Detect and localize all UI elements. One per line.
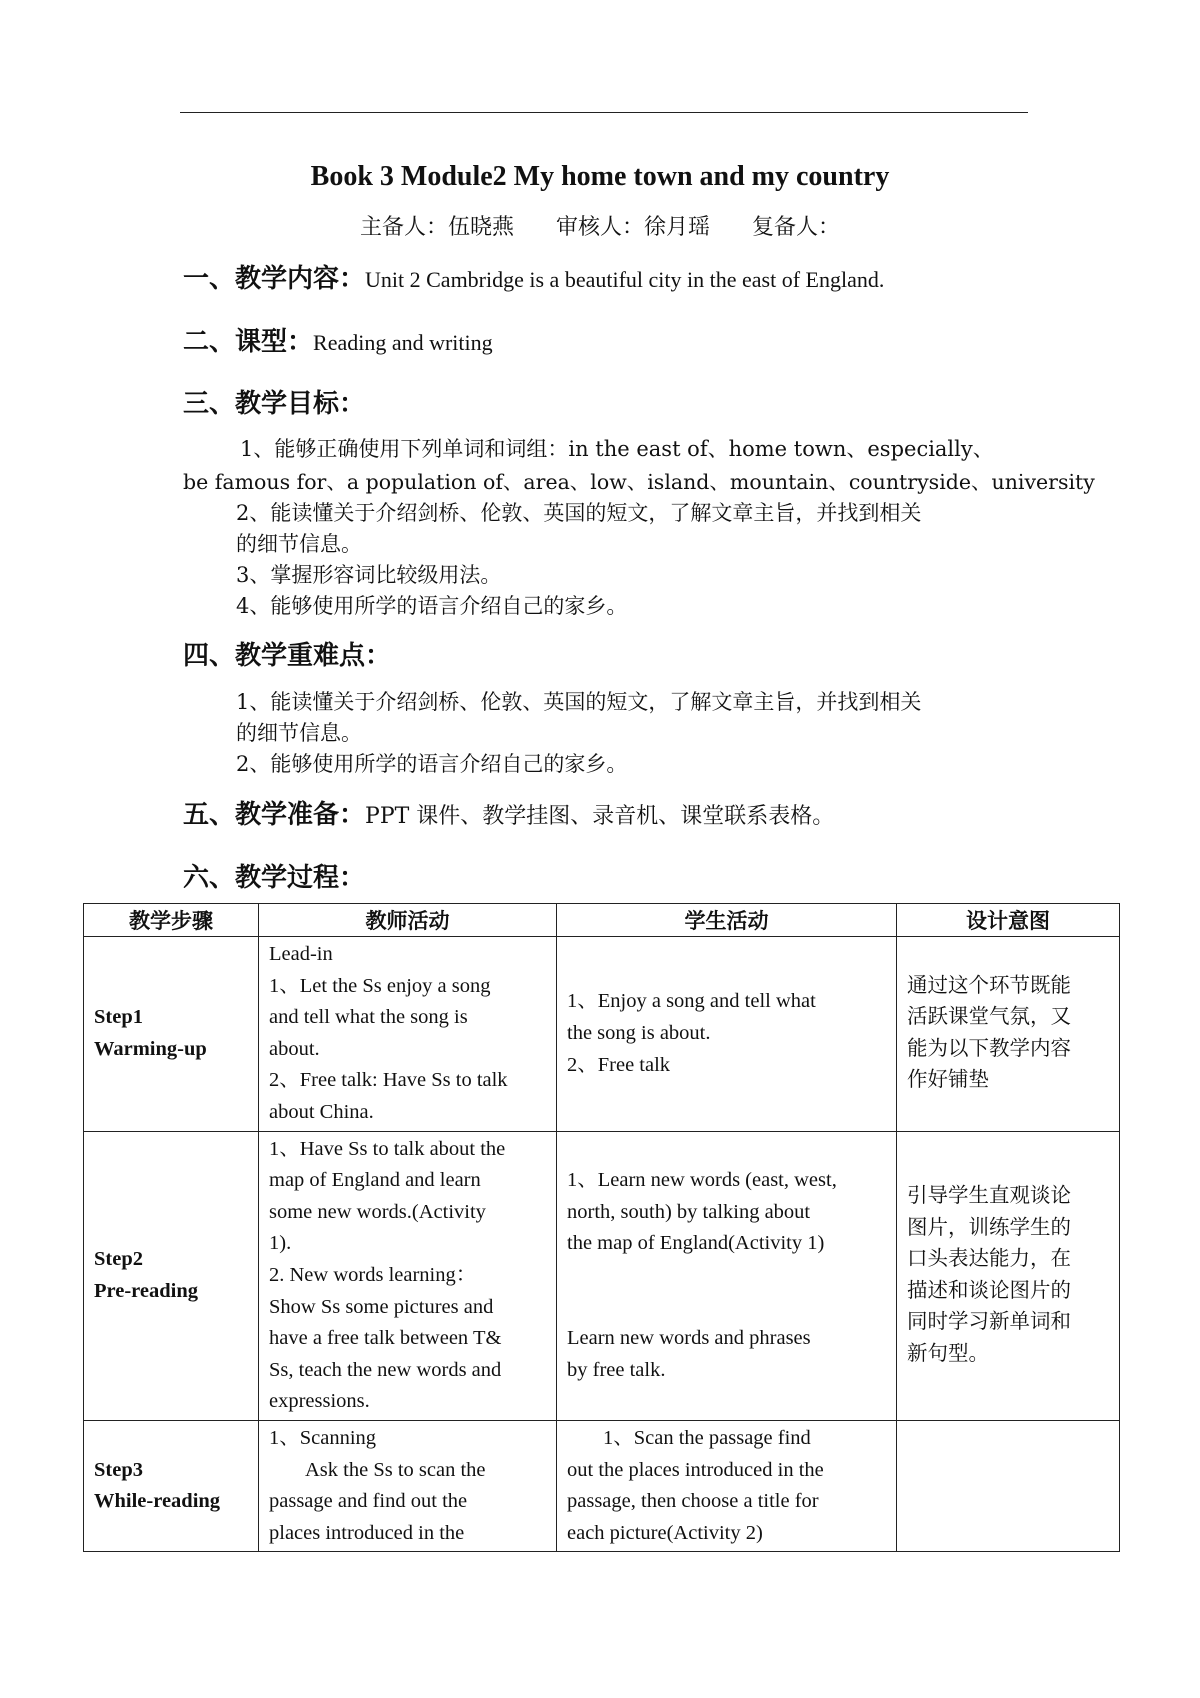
- intent-line: 作好铺垫: [907, 1069, 989, 1092]
- key-2: 2、能够使用所学的语言介绍自己的家乡。: [236, 752, 628, 776]
- table-header-row: [84, 904, 1120, 937]
- teacher-line: about.: [269, 1037, 320, 1060]
- step-number: Step2: [94, 1248, 143, 1271]
- intent-line: 能为以下教学内容: [907, 1037, 1071, 1060]
- intent-line: 新句型。: [907, 1342, 989, 1365]
- goal-1-line-b: be famous for、a population of、area、low、island、mountain、countryside、university: [183, 470, 1095, 494]
- step-cell: [84, 937, 259, 1132]
- intent-line: 引导学生直观谈论: [907, 1184, 1071, 1207]
- col-header-teacher: 教师活动: [259, 904, 557, 937]
- section-process-heading: 六、教学过程：: [183, 863, 366, 893]
- step-name: Pre-reading: [94, 1279, 199, 1302]
- step-cell: [84, 1420, 259, 1551]
- intent-line: 描述和谈论图片的: [907, 1279, 1071, 1302]
- teacher-activity-cell: [259, 937, 557, 1132]
- goal-2-line-b: 的细节信息。: [236, 532, 362, 556]
- document-title: Book 3 Module2 My home town and my country: [310, 161, 890, 192]
- header-rule: [180, 112, 1028, 113]
- section-key-heading: 四、教学重难点：: [183, 641, 392, 671]
- student-line: 1、Learn new words (east, west,: [567, 1169, 837, 1192]
- col-header-student: 学生活动: [557, 904, 897, 937]
- section-content-value: Unit 2 Cambridge is a beautiful city in the east of England.: [365, 267, 885, 292]
- student-activity-cell: [557, 937, 897, 1132]
- preparer: 主备人：伍晓燕: [360, 215, 515, 240]
- teacher-line: Lead-in: [269, 943, 333, 965]
- reviewer: 审核人：徐月瑶: [555, 215, 710, 240]
- teacher-line: and tell what the song is: [269, 1006, 468, 1029]
- teacher-activity-cell: [259, 1420, 557, 1551]
- col-header-intent: 设计意图: [897, 904, 1120, 937]
- teacher-line: expressions.: [269, 1390, 370, 1413]
- teacher-line: some new words.(Activity: [269, 1200, 486, 1223]
- section-prep-heading: 五、教学准备：: [183, 800, 366, 830]
- student-line: each picture(Activity 2): [567, 1521, 763, 1544]
- teacher-line: Ask the Ss to scan the: [305, 1458, 486, 1481]
- step-name: Warming-up: [94, 1037, 207, 1060]
- intent-line: 活跃课堂气氛，又: [907, 1006, 1071, 1029]
- goal-4: 4、能够使用所学的语言介绍自己的家乡。: [236, 594, 628, 618]
- intent-cell: [897, 937, 1120, 1132]
- step-number: Step3: [94, 1458, 143, 1481]
- teacher-line: passage and find out the: [269, 1490, 468, 1513]
- teacher-line: have a free talk between T&: [269, 1327, 502, 1350]
- intent-line: 同时学习新单词和: [907, 1311, 1071, 1334]
- section-prep-value: PPT 课件、教学挂图、录音机、课堂联系表格。: [365, 804, 835, 829]
- blank-gap: [567, 1260, 886, 1323]
- student-activity-cell: [557, 1131, 897, 1420]
- student-line: Learn new words and phrases: [567, 1327, 811, 1350]
- table-row: [84, 1131, 1120, 1420]
- goal-1-line-a: 1、能够正确使用下列单词和词组：in the east of、home town、especially、: [240, 437, 994, 461]
- student-line: the song is about.: [567, 1021, 711, 1044]
- teacher-line: 1、Scanning: [269, 1426, 377, 1449]
- student-line: 1、Scan the passage find: [603, 1426, 811, 1449]
- teacher-line: Show Ss some pictures and: [269, 1295, 494, 1318]
- intent-line: 口头表达能力，在: [907, 1248, 1071, 1271]
- step-cell: [84, 1131, 259, 1420]
- section-content-heading: 一、教学内容：: [183, 264, 366, 294]
- lesson-process-table: [83, 903, 1120, 1552]
- intent-cell: [897, 1420, 1120, 1551]
- step-name: While-reading: [94, 1490, 221, 1513]
- intent-cell: [897, 1131, 1120, 1420]
- key-1-line-a: 1、能读懂关于介绍剑桥、伦敦、英国的短文，了解文章主旨，并找到相关: [236, 690, 922, 714]
- student-line: the map of England(Activity 1): [567, 1232, 825, 1255]
- student-line: 2、Free talk: [567, 1053, 671, 1076]
- section-goals: [183, 383, 365, 420]
- teacher-line: places introduced in the: [269, 1521, 465, 1544]
- teacher-line: 1).: [269, 1232, 292, 1255]
- teacher-line: 1、Let the Ss enjoy a song: [269, 974, 491, 997]
- step-number: Step1: [94, 1006, 143, 1029]
- section-type-heading: 二、课型：: [183, 327, 314, 357]
- teacher-line: 2、Free talk: Have Ss to talk: [269, 1069, 508, 1092]
- section-type-value: Reading and writing: [313, 330, 493, 355]
- student-line: out the places introduced in the: [567, 1458, 824, 1481]
- section-key-points: [183, 635, 391, 672]
- teacher-activity-cell: [259, 1131, 557, 1420]
- student-line: by free talk.: [567, 1358, 666, 1381]
- student-line: north, south) by talking about: [567, 1200, 811, 1223]
- col-header-step: 教学步骤: [84, 904, 259, 937]
- table-row: [84, 937, 1120, 1132]
- intent-line: 通过这个环节既能: [907, 974, 1071, 997]
- teacher-line: Ss, teach the new words and: [269, 1358, 502, 1381]
- student-line: passage, then choose a title for: [567, 1490, 819, 1513]
- student-activity-cell: [557, 1420, 897, 1551]
- table-row: [84, 1420, 1120, 1551]
- student-line: 1、Enjoy a song and tell what: [567, 990, 816, 1013]
- goal-3: 3、掌握形容词比较级用法。: [236, 563, 502, 587]
- section-process: [183, 857, 365, 894]
- intent-line: 图片，训练学生的: [907, 1216, 1071, 1239]
- key-1-line-b: 的细节信息。: [236, 721, 362, 745]
- staff-line: [0, 210, 1200, 241]
- section-content: [183, 258, 884, 295]
- section-type: [183, 321, 493, 358]
- teacher-line: map of England and learn: [269, 1169, 481, 1192]
- goal-2-line-a: 2、能读懂关于介绍剑桥、伦敦、英国的短文，了解文章主旨，并找到相关: [236, 501, 922, 525]
- teacher-line: about China.: [269, 1100, 374, 1123]
- teacher-line: 2. New words learning：: [269, 1263, 477, 1286]
- teacher-line: 1、Have Ss to talk about the: [269, 1137, 506, 1160]
- section-preparation: [183, 794, 834, 831]
- section-goals-heading: 三、教学目标：: [183, 389, 366, 419]
- co-preparer: 复备人：: [751, 215, 840, 240]
